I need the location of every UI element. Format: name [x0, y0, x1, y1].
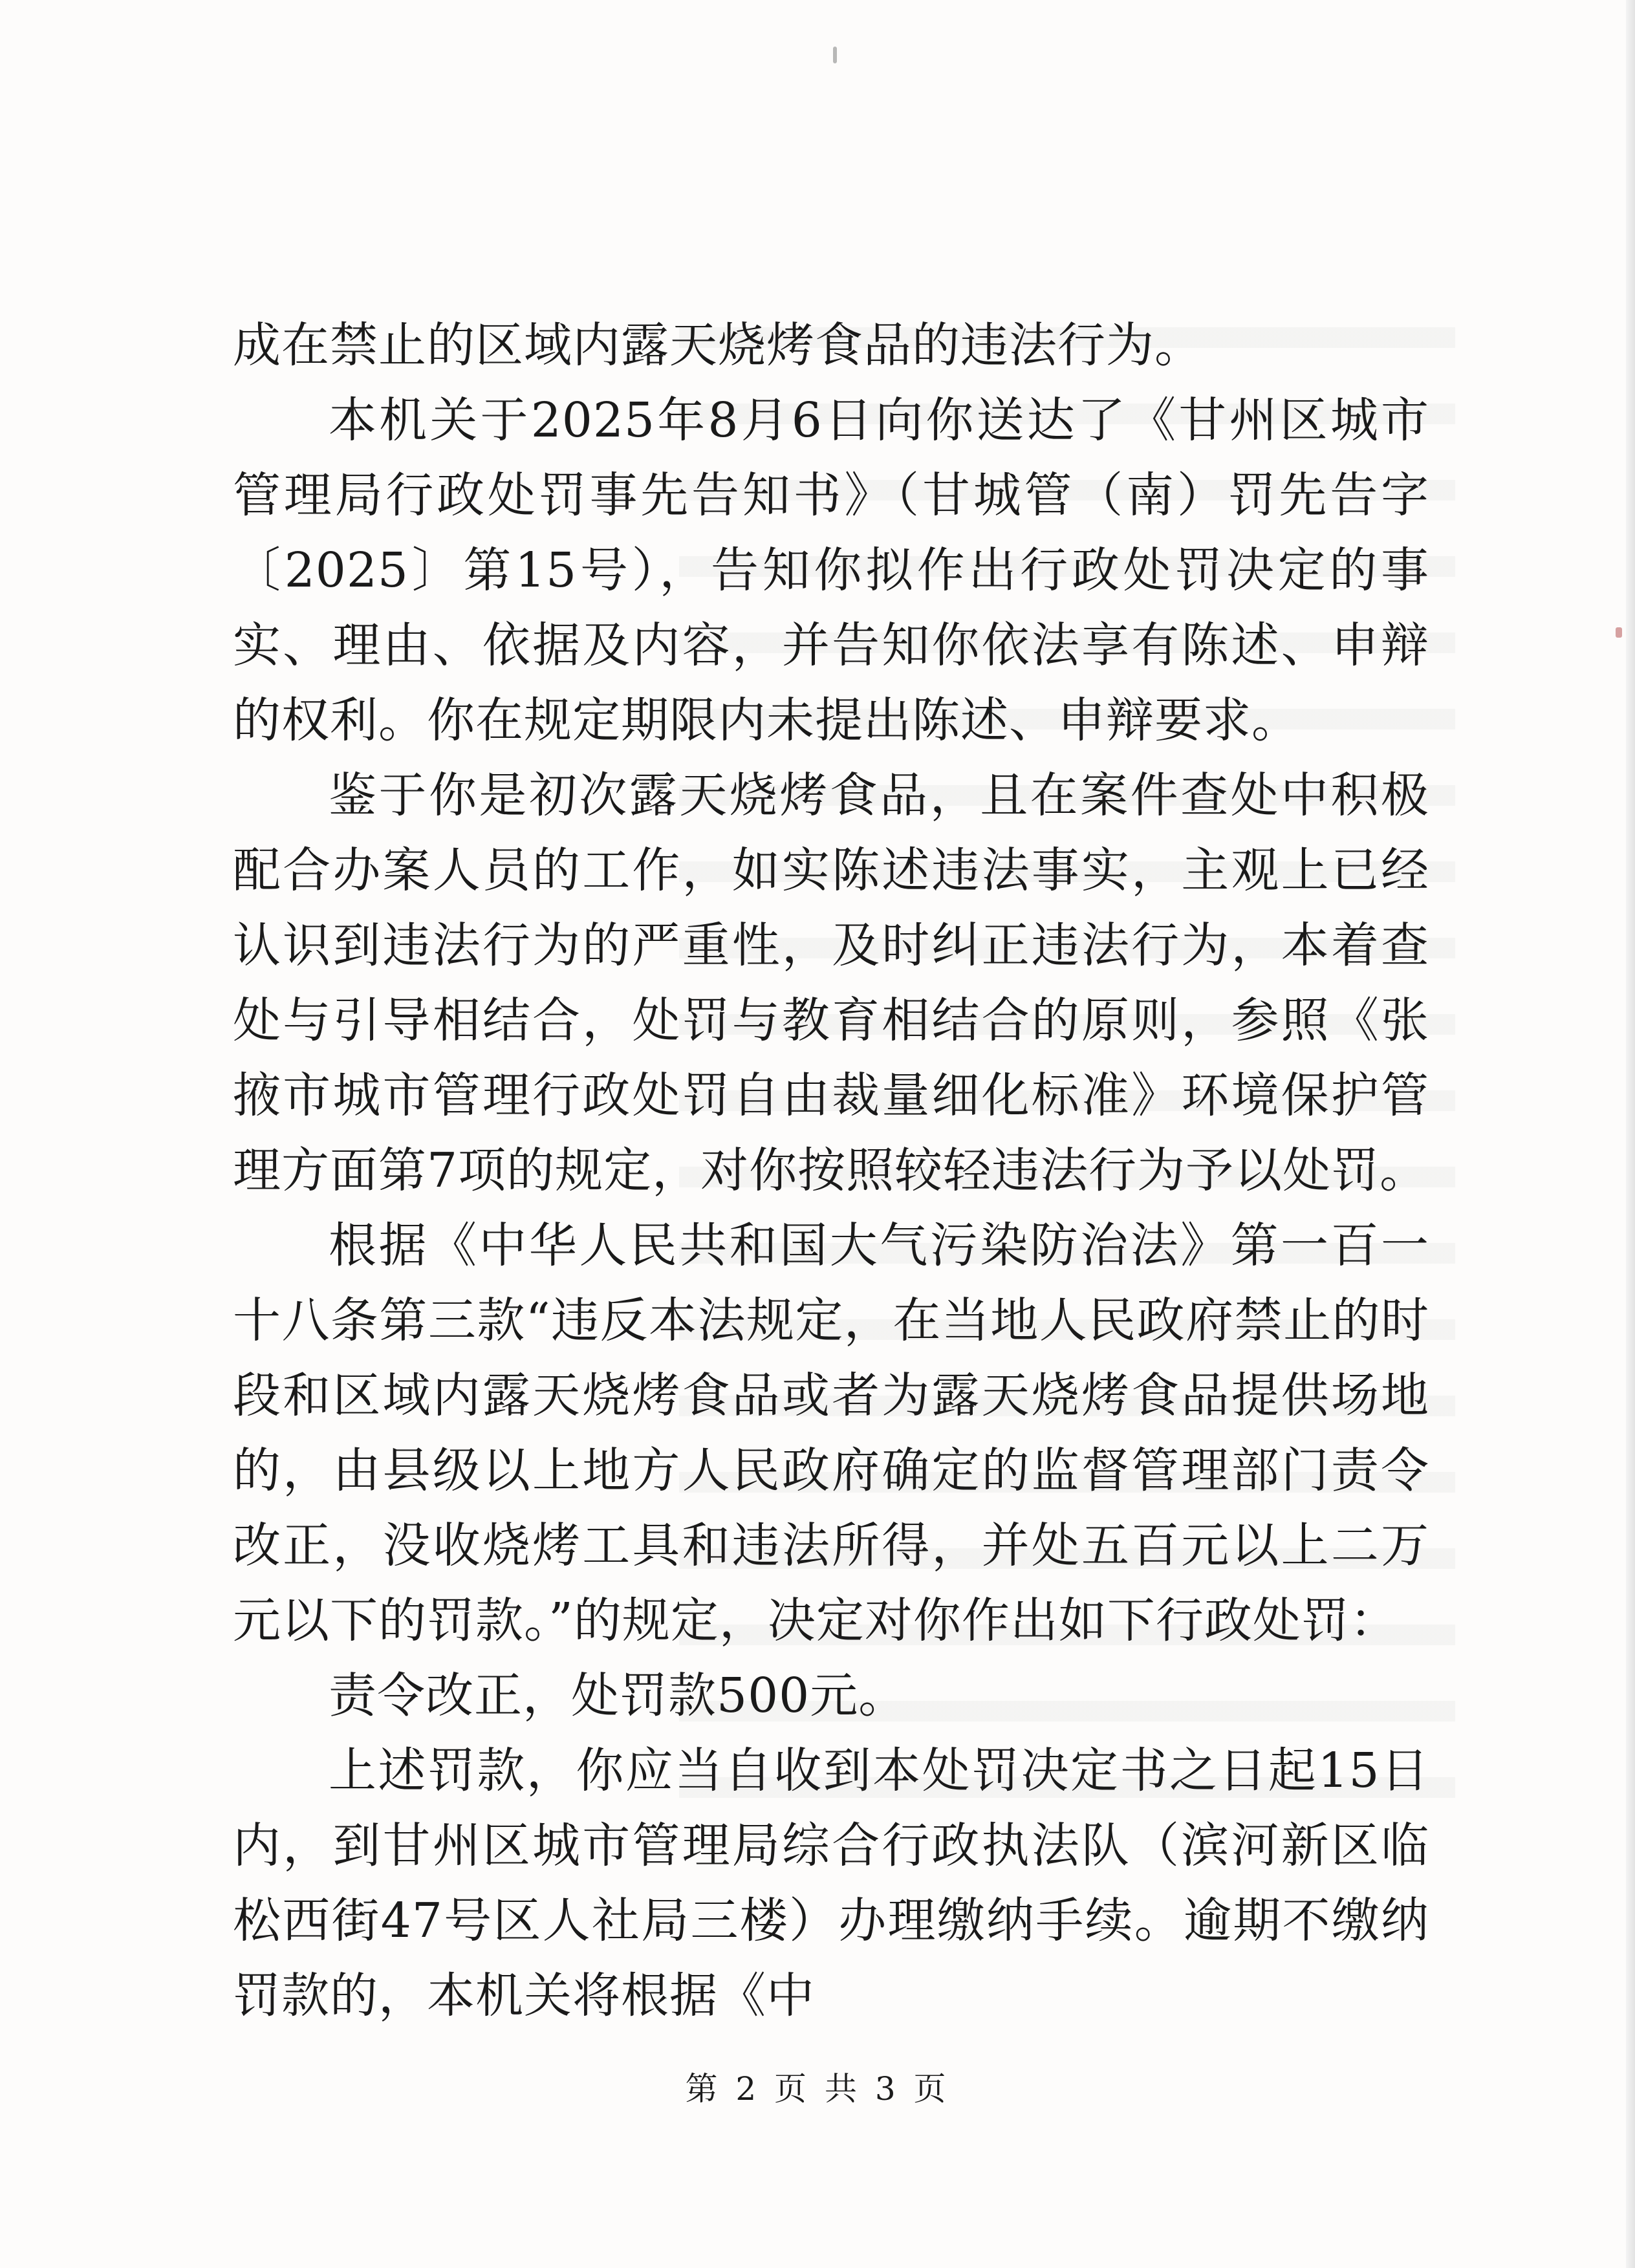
scan-speck — [833, 47, 837, 63]
paragraph-continuation: 成在禁止的区域内露天烧烤食品的违法行为。 — [233, 318, 1203, 373]
paragraph-notice-delivery: 本机关于2025年8月6日向你送达了《甘州区城市管理局行政处罚事先告知书》（甘城管（南）罚先告字〔2025〕第15号），告知你拟作出行政处罚决定的事实、理由、依据及内容，并告知你依法享有陈述、申辩的权利。你在规定期限内未提出陈述、申辩要求。 — [233, 393, 1429, 748]
paragraph-payment-instructions: 上述罚款，你应当自收到本处罚决定书之日起15日内，到甘州区城市管理局综合行政执法队（滨河新区临松西街47号区人社局三楼）办理缴纳手续。逾期不缴纳罚款的，本机关将根据《中 — [233, 1743, 1429, 2024]
document-body — [233, 308, 1429, 2033]
paragraph-mitigation: 鉴于你是初次露天烧烤食品，且在案件查处中积极配合办案人员的工作，如实陈述违法事实，主观上已经认识到违法行为的严重性，及时纠正违法行为，本着查处与引导相结合，处罚与教育相结合的原则，参照《张掖市城市管理行政处罚自由裁量细化标准》环境保护管理方面第7项的规定，对你按照较轻违法行为予以处罚。 — [233, 768, 1429, 1198]
scan-speck — [1616, 627, 1622, 638]
paragraph-legal-basis: 根据《中华人民共和国大气污染防治法》第一百一十八条第三款“违反本法规定，在当地人民政府禁止的时段和区域内露天烧烤食品或者为露天烧烤食品提供场地的，由县级以上地方人民政府确定的监督管理部门责令改正，没收烧烤工具和违法所得，并处五百元以上二万元以下的罚款。”的规定，决定对你作出如下行政处罚： — [233, 1218, 1429, 1648]
page-indicator: 第 2 页 共 3 页 — [685, 2070, 950, 2108]
penalty-decision: 责令改正，处罚款500元。 — [329, 1668, 907, 1723]
scan-edge — [1626, 0, 1635, 2268]
